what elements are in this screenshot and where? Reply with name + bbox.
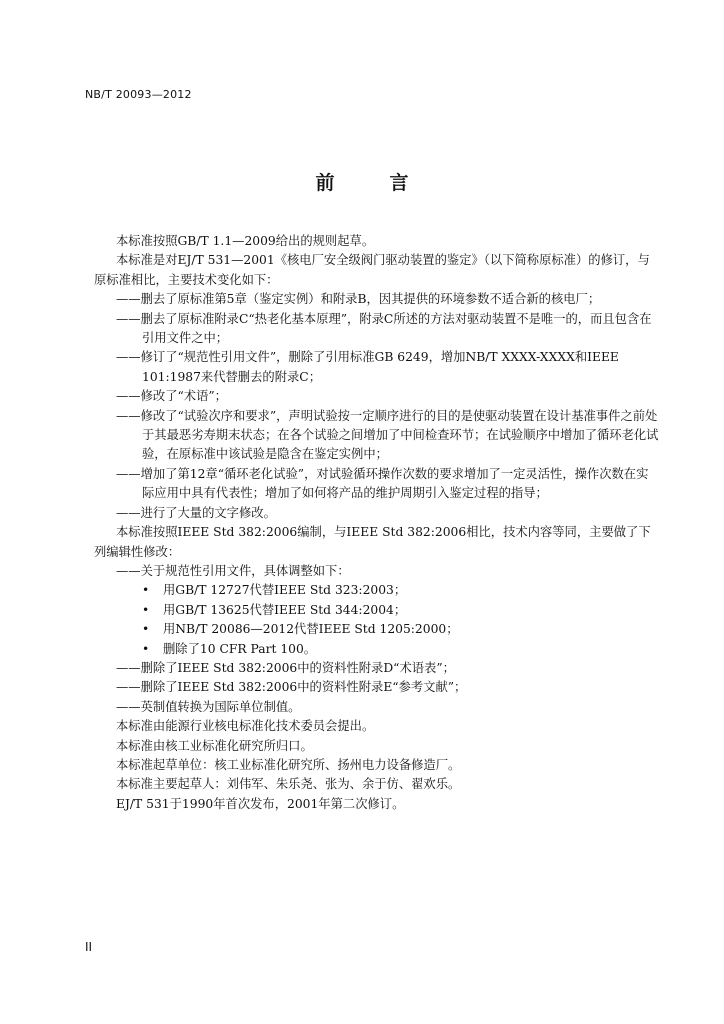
dash-item: ——修改了“试验次序和要求”，声明试验按一定顺序进行的目的是使驱动装置在设计基准事件之前处于其最恶劣寿期末状态；在各个试验之间增加了中间检查环节；在试验顺序中增加了循环老化试验，在原标准中该试验是隐含在鉴定实例中； <box>116 408 659 462</box>
paragraph: 本标准由核工业标准化研究所归口。 <box>116 738 313 753</box>
bullet-text: 删除了10 CFR Part 100。 <box>163 641 317 656</box>
paragraph: EJ/T 531于1990年首次发布，2001年第二次修订。 <box>116 796 405 811</box>
dash-item: ——删去了原标准附录C“热老化基本原理”，附录C所述的方法对驱动装置不是唯一的，而且包含在引用文件之中； <box>116 311 652 346</box>
bullet-item <box>94 640 660 659</box>
dash-item: ——英制值转换为国际单位制值。 <box>116 699 301 714</box>
bullet-icon: • <box>142 641 150 656</box>
bullet-icon: • <box>142 602 150 617</box>
dash-item: ——删去了原标准第5章（鉴定实例）和附录B，因其提供的环境参数不适合新的核电厂； <box>116 292 601 307</box>
bullet-item <box>94 620 660 639</box>
paragraph: 本标准主要起草人：刘伟军、朱乐尧、张为、余于仿、翟欢乐。 <box>116 777 461 792</box>
dash-item: ——修订了“规范性引用文件”，删除了引用标准GB 6249，增加NB/T XXXX-XXXX和IEEE 101:1987来代替删去的附录C； <box>116 350 619 384</box>
bullet-icon: • <box>142 583 150 598</box>
page-title: 前 言 <box>315 172 427 194</box>
paragraph: 本标准由能源行业核电标准化技术委员会提出。 <box>116 719 375 734</box>
dash-item: ——增加了第12章“循环老化试验”，对试验循环操作次数的要求增加了一定灵活性，操作次数在实际应用中具有代表性；增加了如何将产品的维护周期引入鉴定过程的指导； <box>116 466 649 501</box>
dash-item: ——修改了“术语”； <box>116 389 227 404</box>
paragraph: 本标准按照IEEE Std 382:2006编制，与IEEE Std 382:2006相比，技术内容等同，主要做了下列编辑性修改： <box>94 525 651 559</box>
bullet-text: 用GB/T 12727代替IEEE Std 323:2003； <box>163 583 407 598</box>
bullet-text: 用NB/T 20086—2012代替IEEE Std 1205:2000； <box>163 622 459 637</box>
paragraph: 本标准是对EJ/T 531—2001《核电厂安全级阀门驱动装置的鉴定》（以下简称原标准）的修订，与原标准相比，主要技术变化如下： <box>94 253 650 287</box>
standard-code: NB/T 20093—2012 <box>85 88 192 101</box>
bullet-item <box>94 601 660 620</box>
dash-item: ——删除了IEEE Std 382:2006中的资料性附录E“参考文献”； <box>116 680 467 695</box>
bullet-icon: • <box>142 622 150 637</box>
foreword-body <box>94 232 660 814</box>
dash-item: ——关于规范性引用文件，具体调整如下： <box>116 563 350 578</box>
bullet-text: 用GB/T 13625代替IEEE Std 344:2004； <box>163 602 407 617</box>
paragraph: 本标准起草单位：核工业标准化研究所、扬州电力设备修造厂。 <box>116 757 461 772</box>
page-number: II <box>85 940 93 954</box>
bullet-item <box>94 581 660 600</box>
dash-item: ——进行了大量的文字修改。 <box>116 505 276 520</box>
dash-item: ——删除了IEEE Std 382:2006中的资料性附录D“术语表”； <box>116 660 455 675</box>
paragraph: 本标准按照GB/T 1.1—2009给出的规则起草。 <box>116 234 375 248</box>
